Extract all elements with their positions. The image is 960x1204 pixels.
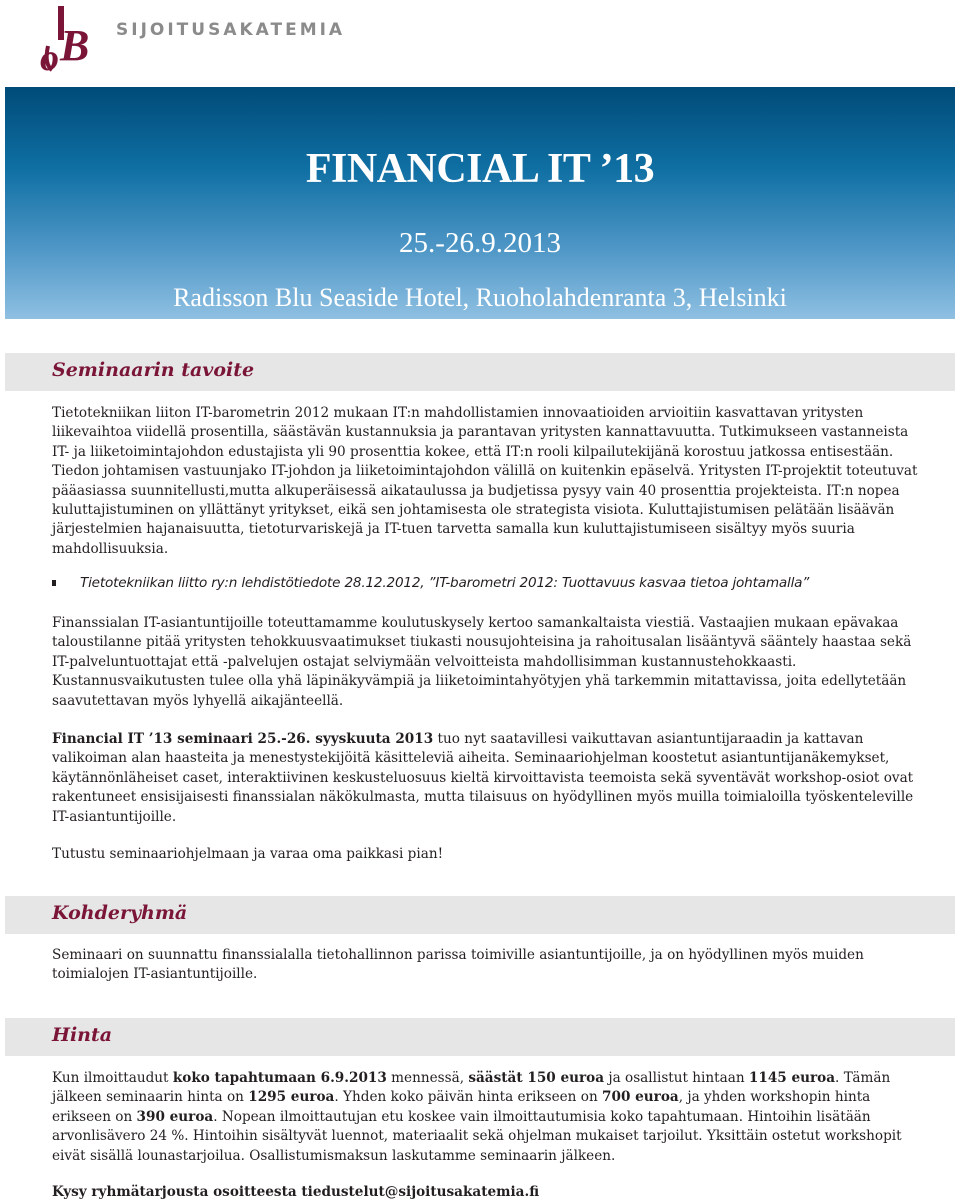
price-highlight: 390 euroa xyxy=(136,1108,214,1125)
price-highlight: 1145 euroa xyxy=(748,1070,836,1086)
section-header-tavoite xyxy=(5,353,955,391)
section-title: Kohderyhmä xyxy=(52,902,188,924)
section-header-kohderyhma xyxy=(5,896,955,934)
event-title: FINANCIAL IT ’13 xyxy=(305,146,655,192)
seminar-description: tuo nyt saatavillesi vaikuttavan asiantuntijaraadin ja kattavan valikoiman alan haasteita ja menestystekijöitä käsitteleviä aiheita. Seminaariohjelman koostetut asiantuntijanäkemykset, käytännönläheiset caset, interaktiivinen keskusteluosuus kieltä kirvoittavista teemoista sekä syventävät workshop-osiot ovat rakentuneet ensisijaisesti finanssialan näkökulmasta, mutta tilaisuus on hyödyllinen myös muilla toimialoilla työskenteleville IT-asiantuntijoille. xyxy=(52,731,914,825)
paragraph-call-to-action: Tutustu seminaariohjelmaan ja varaa oma paikkasi pian! xyxy=(52,846,444,862)
bullet-source xyxy=(52,575,809,591)
price-highlight: 1295 euroa xyxy=(248,1089,335,1106)
paragraph-price xyxy=(52,1069,920,1166)
section-title: Seminaarin tavoite xyxy=(52,359,255,381)
paragraph-audience: Seminaari on suunnattu finanssialalla tietohallinnon parissa toimiville asiantuntijoille, ja on hyödyllinen myös muiden toimialojen IT-asiantuntijoille. xyxy=(52,947,864,983)
price-text: ja osallistut hintaan xyxy=(604,1070,749,1086)
price-highlight: 700 euroa xyxy=(602,1089,679,1106)
event-date: 25.-26.9.2013 xyxy=(399,227,561,259)
svg-text:B: B xyxy=(60,21,90,70)
price-text: . Nopean ilmoittautujan etu koskee vain ilmoittautumisia koko tapahtumaan. Hintoihin lisätään arvonlisävero 24 %. Hintoihin sisältyvät luennot, materiaalit sekä ohjelman mukaiset tarjoilut. Yksittäin ostetut workshopit eivät sisällä lounastarjoilua. Osallistumismaksun laskutamme seminaarin jälkeen. xyxy=(52,1108,902,1164)
event-venue: Radisson Blu Seaside Hotel, Ruoholahdenranta 3, Helsinki xyxy=(173,283,787,312)
price-text: Kun ilmoittaudut xyxy=(52,1070,173,1086)
paragraph-seminar xyxy=(52,730,920,827)
paragraph-survey: Finanssialan IT-asiantuntijoille toteuttamamme koulutuskysely kertoo samankaltaista viestiä. Vastaajien mukaan epävakaa taloustilanne pitää yritysten tehokkuusvaatimukset tiukasti nousujohteisina ja rahoitusalan lisääntyvä sääntely haastaa sekä IT-palveluntuottajat että -palvelujen ostajat selviymään velvoitteista mahdollisimman kustannustehokkaasti. Kustannusvaikutusten tulee olla yhä läpinäkyvämpiä ja liiketoimintahyötyjen yhä tarkemmin mitattavissa, joita edellytetään saavutettavan myös lyhyellä aikajänteellä. xyxy=(52,615,912,709)
section-header-hinta xyxy=(5,1018,955,1056)
contact-line: Kysy ryhmätarjousta osoitteesta tiedustelut@sijoitusakatemia.fi xyxy=(52,1184,540,1200)
svg-text:o: o xyxy=(40,37,59,74)
price-text: mennessä, xyxy=(386,1070,469,1086)
sijoitusakatemia-logo xyxy=(38,4,100,74)
event-banner xyxy=(5,87,955,319)
brand-name: SIJOITUSAKATEMIA xyxy=(116,20,346,40)
price-highlight: säästät 150 euroa xyxy=(468,1070,605,1086)
price-text: . Tämän jälkeen seminaarin hinta on xyxy=(52,1070,891,1106)
price-text: . Yhden koko päivän hinta erikseen on xyxy=(334,1089,603,1106)
bullet-icon xyxy=(52,580,56,586)
bullet-text: Tietotekniikan liitto ry:n lehdistötiedote 28.12.2012, ”IT-barometri 2012: Tuottavuus kasvaa tietoa johtamalla” xyxy=(80,575,810,591)
price-highlight: koko tapahtumaan 6.9.2013 xyxy=(172,1070,387,1086)
section-title: Hinta xyxy=(52,1024,113,1046)
paragraph-goal: Tietotekniikan liiton IT-barometrin 2012 mukaan IT:n mahdollistamien innovaatioiden arvioitiin kasvattavan yritysten liikevaihtoa viidellä prosentilla, säästävän kustannuksia ja parantavan yritysten kannattavuutta. Tutkimukseen vastanneista IT- ja liiketoimintajohdon edustajista yli 90 prosenttia kokee, että IT:n rooli kilpailutekijänä korostuu jatkossa entisestään. Tiedon johtamisen vastuunjako IT-johdon ja liiketoimintajohdon välillä on kuitenkin epäselvä. Yritysten IT-projektit toteutuvat pääasiassa suunnitellusti,mutta alkuperäisessä aikataulussa ja budjetissa pysyy vain 40 prosenttia projekteista. IT:n nopea kuluttajistuminen on yllättänyt yritykset, eikä sen johtamisesta ole strategista visiota. Kuluttajistumisen pelätään lisäävän järjestelmien hajanaisuutta, tietoturvariskejä ja IT-tuen tarvetta samalla kun kuluttajistumiseen sisältyy myös suuria mahdollisuuksia. xyxy=(52,405,918,557)
seminar-highlight: Financial IT ’13 seminaari 25.-26. syyskuuta 2013 xyxy=(52,731,434,747)
price-text: , ja yhden workshopin hinta erikseen on xyxy=(52,1089,871,1125)
